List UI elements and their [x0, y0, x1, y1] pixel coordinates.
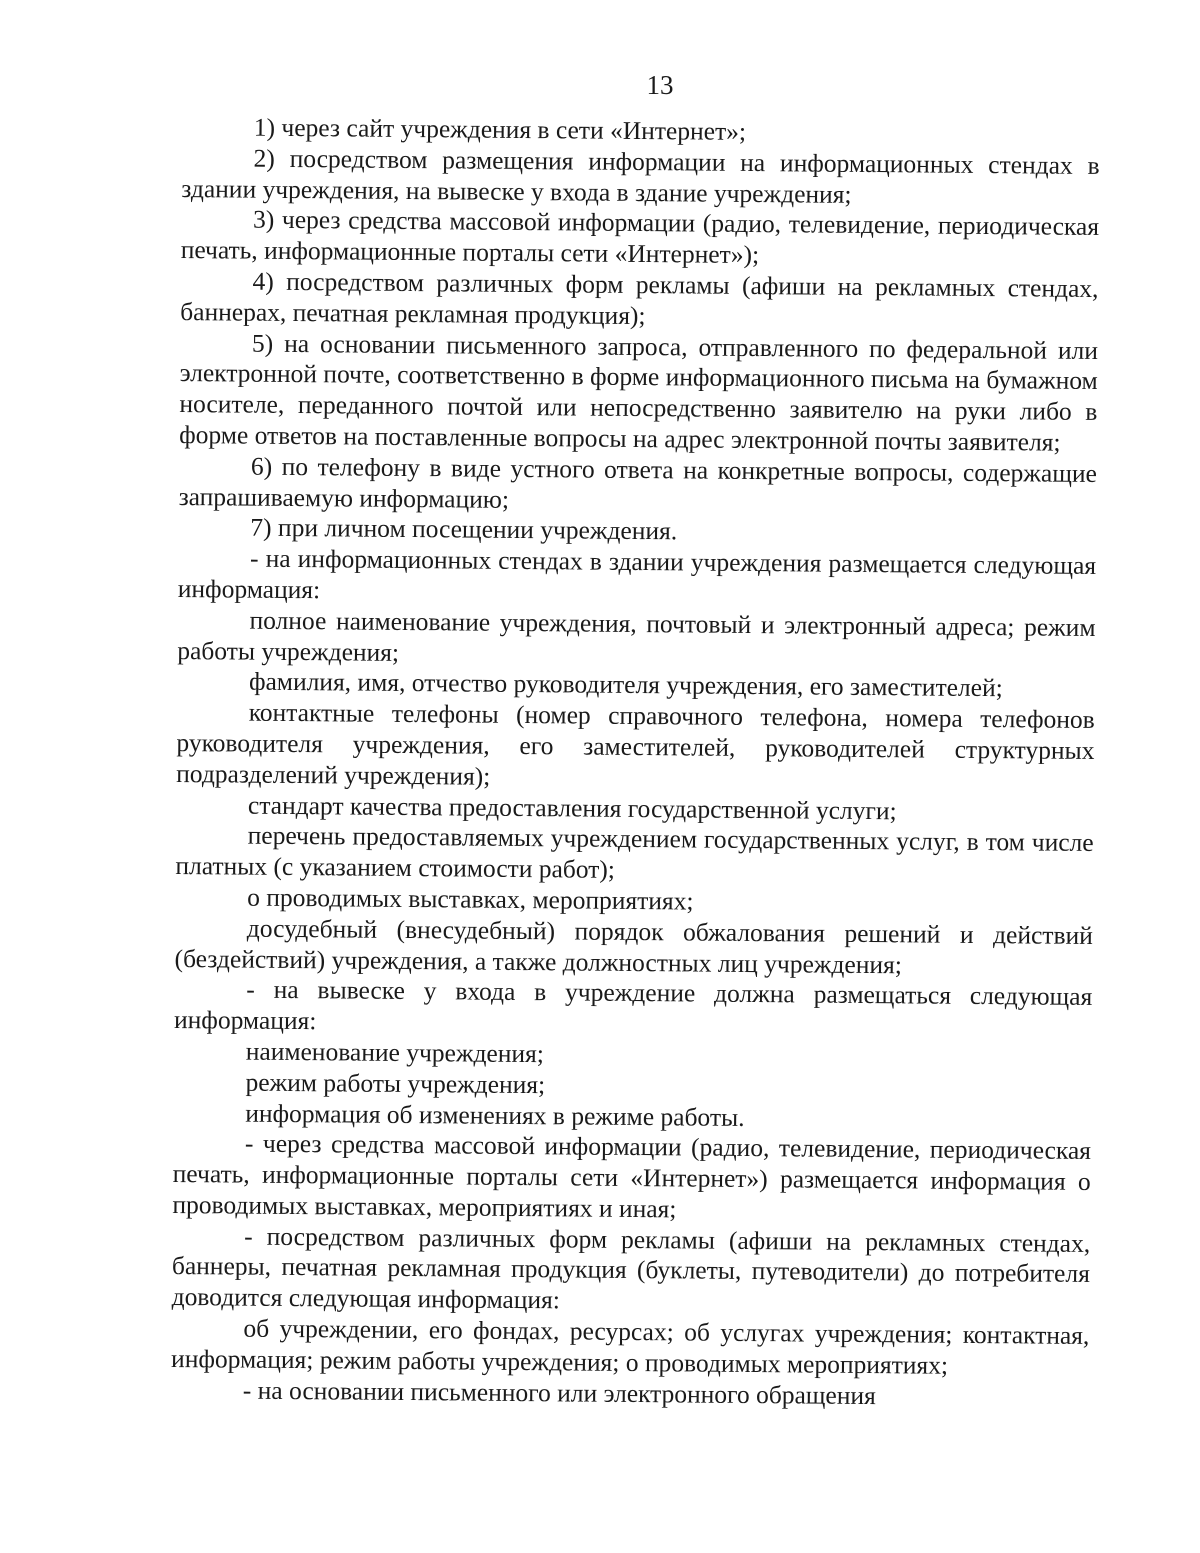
paragraph-23: - на основании письменного или электронного обращения	[242, 1375, 876, 1410]
paragraph-4: 4) посредством различных форм рекламы (афиши на рекламных стендах, баннерах, печатная рекламная продукция);	[180, 266, 1099, 330]
page-number: 13	[646, 70, 674, 100]
paragraph-12: стандарт качества предоставления государственной услуги;	[247, 790, 897, 825]
paragraph-1: 1) через сайт учреждения в сети «Интернет»;	[253, 112, 747, 146]
paragraph-19: информация об изменениях в режиме работы.	[245, 1098, 745, 1132]
paragraph-6: 6) по телефону в виде устного ответа на конкретные вопросы, содержащие запрашиваемую информацию;	[178, 451, 1098, 514]
paragraph-3: 3) через средства массовой информации (радио, телевидение, периодическая печать, информационные порталы сети «Интернет»);	[180, 205, 1100, 270]
paragraph-22: об учреждении, его фондах, ресурсах; об услугах учреждения; контактная, информация; режим работы учреждения; о проводимых мероприятиях;	[170, 1313, 1090, 1380]
document-body	[171, 112, 1100, 1413]
paragraph-5: 5) на основании письменного запроса, отправленного по федеральной или электронной почте, соответственно в форме информационного письма на бумажном носителе, переданного почтой или непосредственно заявителю на руки либо в форме ответов на поставленные вопросы на адрес электронной почты заявителя;	[179, 328, 1099, 457]
paragraph-14: о проводимых выставках, мероприятиях;	[247, 882, 694, 916]
paragraph-10: фамилия, имя, отчество руководителя учреждения, его заместителей;	[248, 666, 1003, 703]
paragraph-15: досудебный (внесудебный) порядок обжалования решений и действий (бездействий) учреждения, а также должностных лиц учреждения;	[174, 913, 1093, 979]
paragraph-11: контактные телефоны (номер справочного телефона, номера телефонов руководителя учреждения, его заместителей, руководителей структурных подразделений учреждения);	[176, 697, 1095, 791]
paragraph-17: наименование учреждения;	[245, 1036, 545, 1069]
paragraph-2: 2) посредством размещения информации на информационных стендах в здании учреждения, на вывеске у входа в здание учреждения;	[181, 143, 1100, 209]
paragraph-9: полное наименование учреждения, почтовый и электронный адреса; режим работы учреждения;	[177, 605, 1096, 667]
paragraph-13: перечень предоставляемых учреждением государственных услуг, в том числе платных (с указанием стоимости работ);	[175, 820, 1094, 884]
paragraph-7: 7) при личном посещении учреждения.	[250, 512, 678, 546]
paragraph-18: режим работы учреждения;	[245, 1067, 546, 1099]
paragraph-20: - через средства массовой информации (радио, телевидение, периодическая печать, информационные порталы сети «Интернет») размещается информация о проводимых выставках, мероприятиях и иная;	[172, 1128, 1092, 1224]
paragraph-16: - на вывеске у входа в учреждение должна размещаться следующая информация:	[173, 974, 1093, 1036]
paragraph-8: - на информационных стендах в здании учреждения размещается следующая информация:	[177, 543, 1097, 605]
paragraph-21: - посредством различных форм рекламы (афиши на рекламных стендах, баннеры, печатная рекламная продукция (буклеты, путеводители) до потребителя доводится следующая информация:	[171, 1221, 1091, 1315]
